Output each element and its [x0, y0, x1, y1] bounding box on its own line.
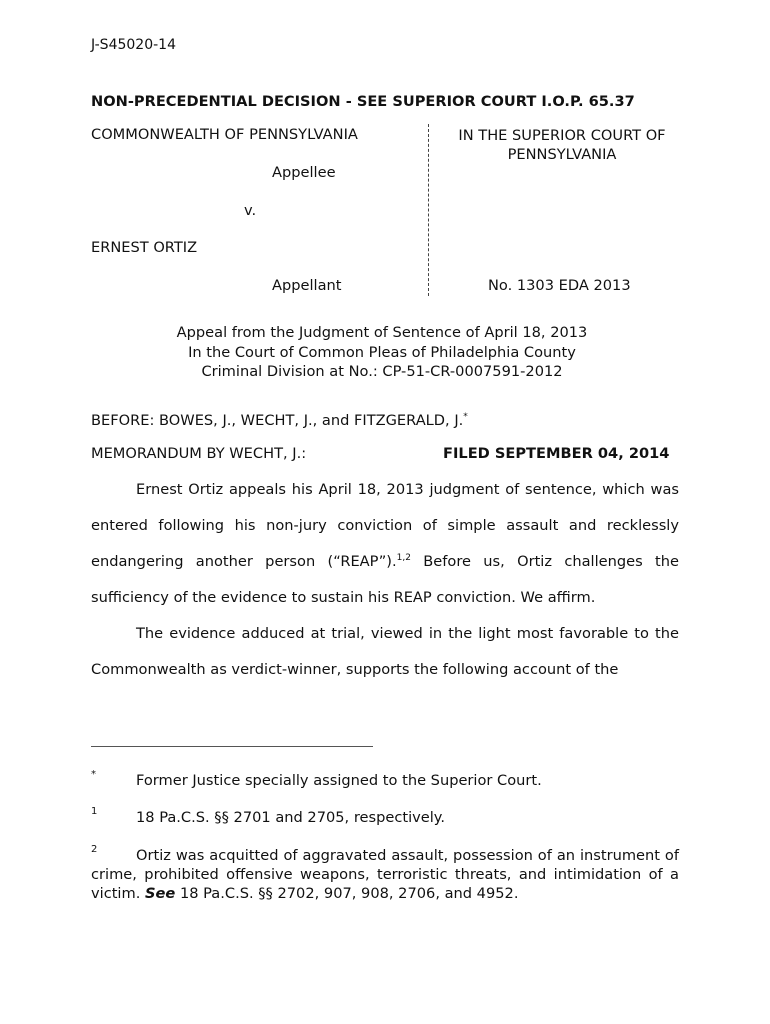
paragraph-1-text-a: Ernest Ortiz appeals his April 18, 2013 judgment of sentence, which was entered following his non-jury conviction of simple assault and recklessly endangering another person (“REAP”). — [91, 481, 679, 570]
caption-plaintiff: COMMONWEALTH OF PENNSYLVANIA — [91, 126, 358, 143]
docket-id: J-S45020-14 — [91, 37, 176, 53]
footnote-text-a: Ortiz was acquitted of aggravated assault, possession of an instrument of crime, prohibited offensive weapons, terroristic threats, and intimidation of a victim. — [91, 847, 679, 902]
paragraph-1-text-b: Before us, Ortiz challenges the sufficiency of the evidence to sustain his REAP conviction. We affirm. — [91, 553, 679, 606]
caption-divider — [428, 124, 429, 296]
opinion-body — [91, 472, 679, 688]
appeal-line-1: Appeal from the Judgment of Sentence of April 18, 2013 — [176, 324, 588, 341]
appeal-line-2: In the Court of Common Pleas of Philadelphia County — [188, 343, 576, 361]
footnote-rule — [91, 746, 373, 747]
panel-line — [91, 412, 468, 429]
memorandum-author: MEMORANDUM BY WECHT, J.: — [91, 445, 307, 462]
footnote-text: Former Justice specially assigned to the Superior Court. — [136, 772, 542, 789]
paragraph-1-footnote-ref: 1,2 — [396, 553, 411, 564]
footnote-text: 18 Pa.C.S. §§ 2701 and 2705, respectively. — [136, 809, 445, 826]
caption-court: IN THE SUPERIOR COURT OF PENNSYLVANIA — [458, 127, 666, 163]
caption-defendant-role: Appellant — [272, 277, 342, 294]
panel-text: BEFORE: BOWES, J., WECHT, J., and FITZGERALD, J. — [91, 412, 464, 429]
footnote-1 — [91, 808, 679, 827]
appeal-info — [91, 323, 673, 382]
paragraph-2: The evidence adduced at trial, viewed in the light most favorable to the Commonwealth as verdict-winner, supports the following account of the — [91, 625, 679, 678]
paragraph-1 — [91, 472, 679, 616]
footnote-mark: 1 — [91, 806, 98, 817]
panel-footnote-mark: * — [463, 412, 468, 423]
filed-date: FILED SEPTEMBER 04, 2014 — [443, 445, 670, 462]
footnote-mark: 2 — [91, 844, 98, 855]
footnote-see-signal: See — [145, 885, 176, 902]
footnote-mark: * — [91, 769, 96, 780]
caption-versus: v. — [244, 202, 257, 219]
caption-plaintiff-role: Appellee — [272, 164, 336, 181]
appeal-line-3: Criminal Division at No.: CP-51-CR-0007591-2012 — [201, 363, 563, 380]
footnote-text — [91, 846, 679, 903]
footnote-text-b: 18 Pa.C.S. §§ 2702, 907, 908, 2706, and 4952. — [175, 885, 519, 902]
footnote-2 — [91, 846, 679, 903]
nonprecedential-notice: NON-PRECEDENTIAL DECISION - SEE SUPERIOR COURT I.O.P. 65.37 — [91, 93, 635, 110]
caption-docket-number: No. 1303 EDA 2013 — [488, 277, 631, 294]
caption-defendant: ERNEST ORTIZ — [91, 239, 198, 256]
footnote-star — [91, 771, 679, 790]
